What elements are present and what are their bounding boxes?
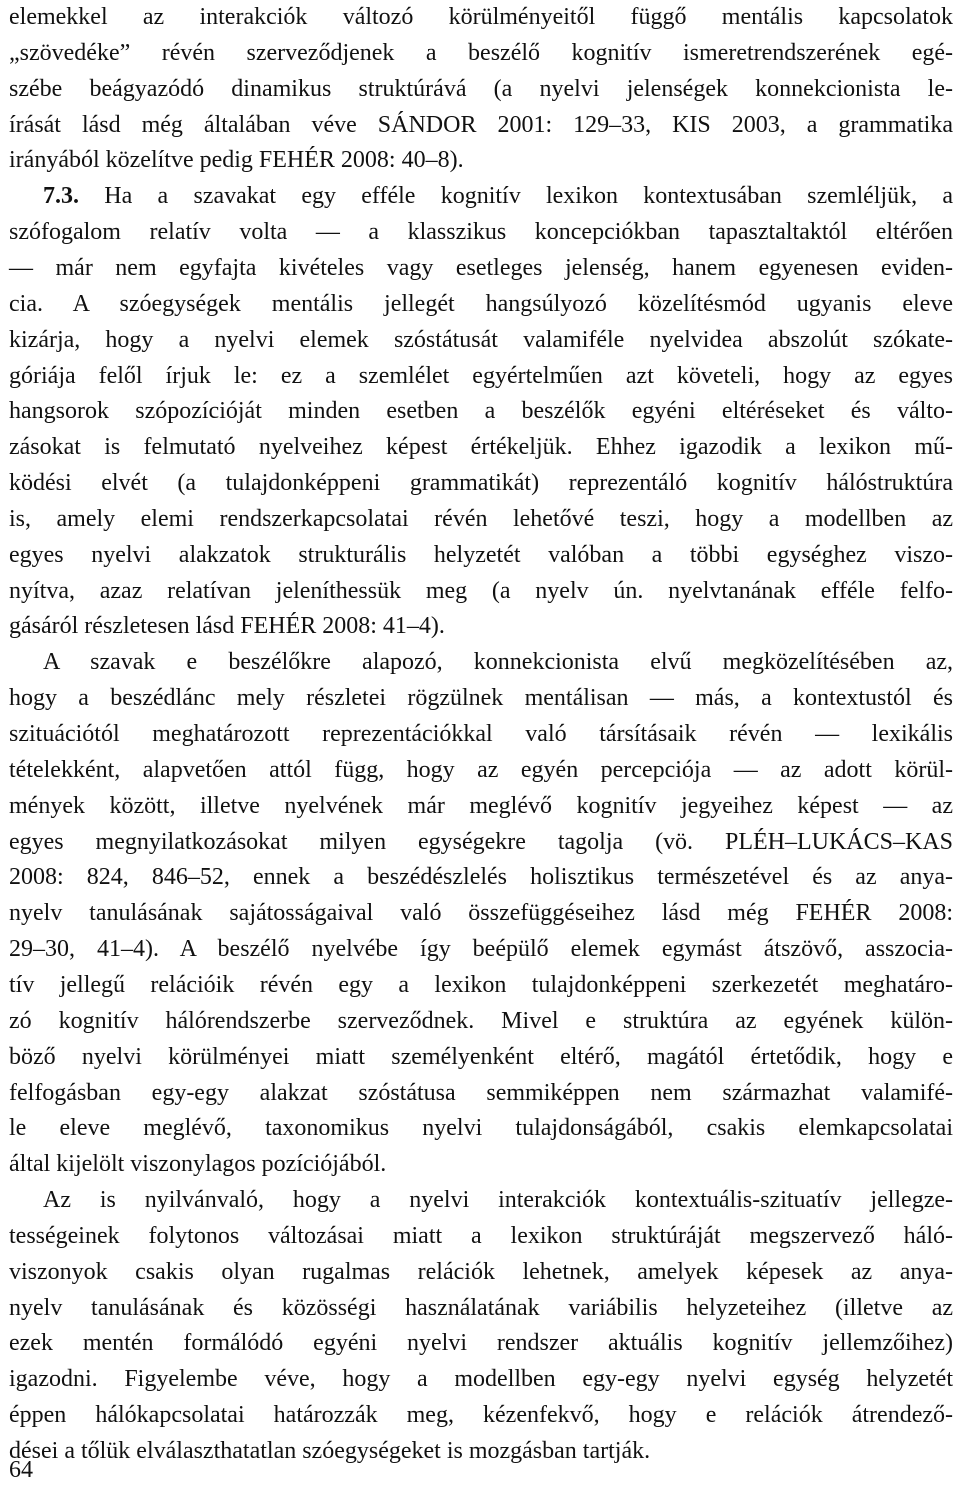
line-text: tételekként, alapvetően attól függ, hogy az egyén percepciója — az adott körül- [9, 756, 953, 783]
line-text: éppen hálókapcsolatai határozzák meg, kézenfekvő, hogy e relációk átrendező- [9, 1402, 953, 1429]
text-line [9, 538, 953, 572]
text-line [9, 323, 953, 357]
line-text: elemekkel az interakciók változó körülményeitől függő mentális kapcsolatok [9, 4, 953, 30]
text-line [9, 502, 953, 536]
line-text: tességeinek folytonos változásai miatt a lexikon struktúráját megszervező háló- [9, 1222, 953, 1249]
line-text: hangsorok szópozícióját minden esetben a beszélők egyéni eltéréseket és válto- [9, 398, 953, 425]
line-text: egyes nyelvi alakzatok strukturális helyzetét valóban a többi egységhez viszo- [9, 541, 953, 568]
line-text: nyelv tanulásának sajátosságaival való összefüggéseihez lásd még FEHÉR 2008: [9, 900, 953, 927]
line-text: hogy a beszédlánc mely részletei rögzülnek mentálisan — más, a kontextustól és [9, 685, 953, 712]
text-line [9, 1291, 953, 1325]
line-text: dései a tőlük elválaszthatatlan szóegységeket is mozgásban tartják. [9, 1438, 651, 1464]
text-line [9, 466, 953, 500]
text-line [9, 359, 953, 393]
text-line [9, 1219, 953, 1253]
line-text: zó kognitív hálórendszerbe szerveződnek. Mivel e struktúra az egyének külön- [9, 1007, 953, 1034]
line-text: A szavak e beszélőkre alapozó, konnekcionista elvű megközelítésében az, [43, 649, 953, 676]
line-text: egyes megnyilatkozásokat milyen egységekre tagolja (vö. PLÉH–LUKÁCS–KAS [9, 828, 953, 855]
text-line [43, 1183, 953, 1217]
line-text: Az is nyilvánvaló, hogy a nyelvi interakciók kontextuális-szituatív jellegze- [43, 1187, 953, 1214]
text-line [9, 609, 953, 643]
line-text: által kijelölt viszonylagos pozíciójából. [9, 1151, 387, 1178]
text-line [9, 0, 953, 34]
text-line [9, 681, 953, 715]
line-text: viszonyok csakis olyan rugalmas relációk lehetnek, amelyek képesek az anya- [9, 1258, 953, 1285]
line-text: ezek mentén formálódó egyéni nyelvi rendszer aktuális kognitív jellemzőihez) [9, 1330, 953, 1357]
text-line [9, 1398, 953, 1432]
line-text: gásáról részletesen lásd FEHÉR 2008: 41–4). [9, 613, 445, 640]
line-text: böző nyelvi körülményei miatt személyenként eltérő, magától értetődik, hogy e [9, 1043, 953, 1070]
text-line [9, 968, 953, 1002]
text-line [9, 753, 953, 787]
line-text: mények között, illetve nyelvének már meglévő kognitív jegyeihez képest — az [9, 792, 953, 819]
line-text: kizárja, hogy a nyelvi elemek szóstátusát valamiféle nyelvidea abszolút szókate- [9, 326, 953, 353]
line-text: le eleve meglévő, taxonomikus nyelvi tulajdonságából, csakis elemkapcsolatai [9, 1115, 953, 1142]
section-number: 7.3. [43, 183, 79, 210]
text-line [9, 574, 953, 608]
line-text: felfogásban egy-egy alakzat szóstátusa semmiképpen nem származhat valamifé- [9, 1079, 953, 1106]
line-text: szébe beágyazódó dinamikus struktúrává (a nyelvi jelenségek konnekcionista le- [9, 75, 953, 102]
text-line [9, 1434, 953, 1468]
line-text: nyítva, azaz relatívan jeleníthessük meg (a nyelv ún. nyelvtanának efféle felfo- [9, 577, 953, 604]
text-line [9, 72, 953, 106]
text-line [9, 896, 953, 930]
text-line [9, 789, 953, 823]
line-text: irányából közelítve pedig FEHÉR 2008: 40–8). [9, 147, 464, 174]
section-heading-line [43, 179, 953, 213]
text-line [9, 287, 953, 321]
line-text: igazodni. Figyelembe véve, hogy a modellben egy-egy nyelvi egység helyzetét [9, 1366, 953, 1393]
text-line [9, 143, 953, 177]
line-text: „szövedéke” révén szerveződjenek a beszélő kognitív ismeretrendszerének egé- [9, 39, 953, 66]
line-text: — már nem egyfajta kivételes vagy esetleges jelenség, hanem egyenesen eviden- [9, 254, 953, 281]
text-line [9, 825, 953, 859]
text-line [9, 394, 953, 428]
line-text: nyelv tanulásának és közösségi használatának variábilis helyzeteihez (illetve az [9, 1294, 953, 1321]
line-text: is, amely elemi rendszerkapcsolatai révén lehetővé teszi, hogy a modellben az [9, 505, 953, 532]
text-line [9, 1040, 953, 1074]
text-line [9, 1255, 953, 1289]
text-line [9, 1076, 953, 1110]
line-text: zásokat is felmutató nyelveihez képest értékeljük. Ehhez igazodik a lexikon mű- [9, 434, 953, 461]
line-text: 2008: 824, 846–52, ennek a beszédészlelés holisztikus természetével és az anya- [9, 864, 953, 891]
text-line [9, 251, 953, 285]
text-line [9, 1004, 953, 1038]
line-text: tív jellegű relációik révén egy a lexikon tulajdonképpeni szerkezetét meghatáro- [9, 971, 953, 998]
line-text: cia. A szóegységek mentális jellegét hangsúlyozó közelítésmód ugyanis eleve [9, 290, 953, 317]
text-line [9, 717, 953, 751]
text-line [9, 1362, 953, 1396]
text-line [43, 645, 953, 679]
line-text: góriája felől írjuk le: ez a szemlélet egyértelműen azt követeli, hogy az egyes [9, 362, 953, 389]
text-line [9, 36, 953, 70]
text-line [9, 1326, 953, 1360]
text-line [9, 1111, 953, 1145]
line-text: szófogalom relatív volta — a klasszikus koncepciókban tapasztaltaktól eltérően [9, 219, 953, 246]
text-line [9, 1147, 953, 1181]
page-number: 64 [9, 1457, 33, 1483]
line-text: írását lásd még általában véve SÁNDOR 2001: 129–33, KIS 2003, a grammatika [9, 111, 953, 138]
text-line [9, 430, 953, 464]
text-line [9, 215, 953, 249]
line-text: szituációtól meghatározott reprezentációkkal való társításaik révén — lexikális [9, 721, 953, 747]
text-line [9, 108, 953, 142]
text-line [9, 932, 953, 966]
text-line [9, 860, 953, 894]
line-text: Ha a szavakat egy efféle kognitív lexikon kontextusában szemléljük, a [104, 183, 954, 210]
line-text: ködési elvét (a tulajdonképpeni grammatikát) reprezentáló kognitív hálóstruktúra [9, 470, 953, 497]
line-text: 29–30, 41–4). A beszélő nyelvébe így beépülő elemek egymást átszövő, asszocia- [9, 936, 953, 963]
